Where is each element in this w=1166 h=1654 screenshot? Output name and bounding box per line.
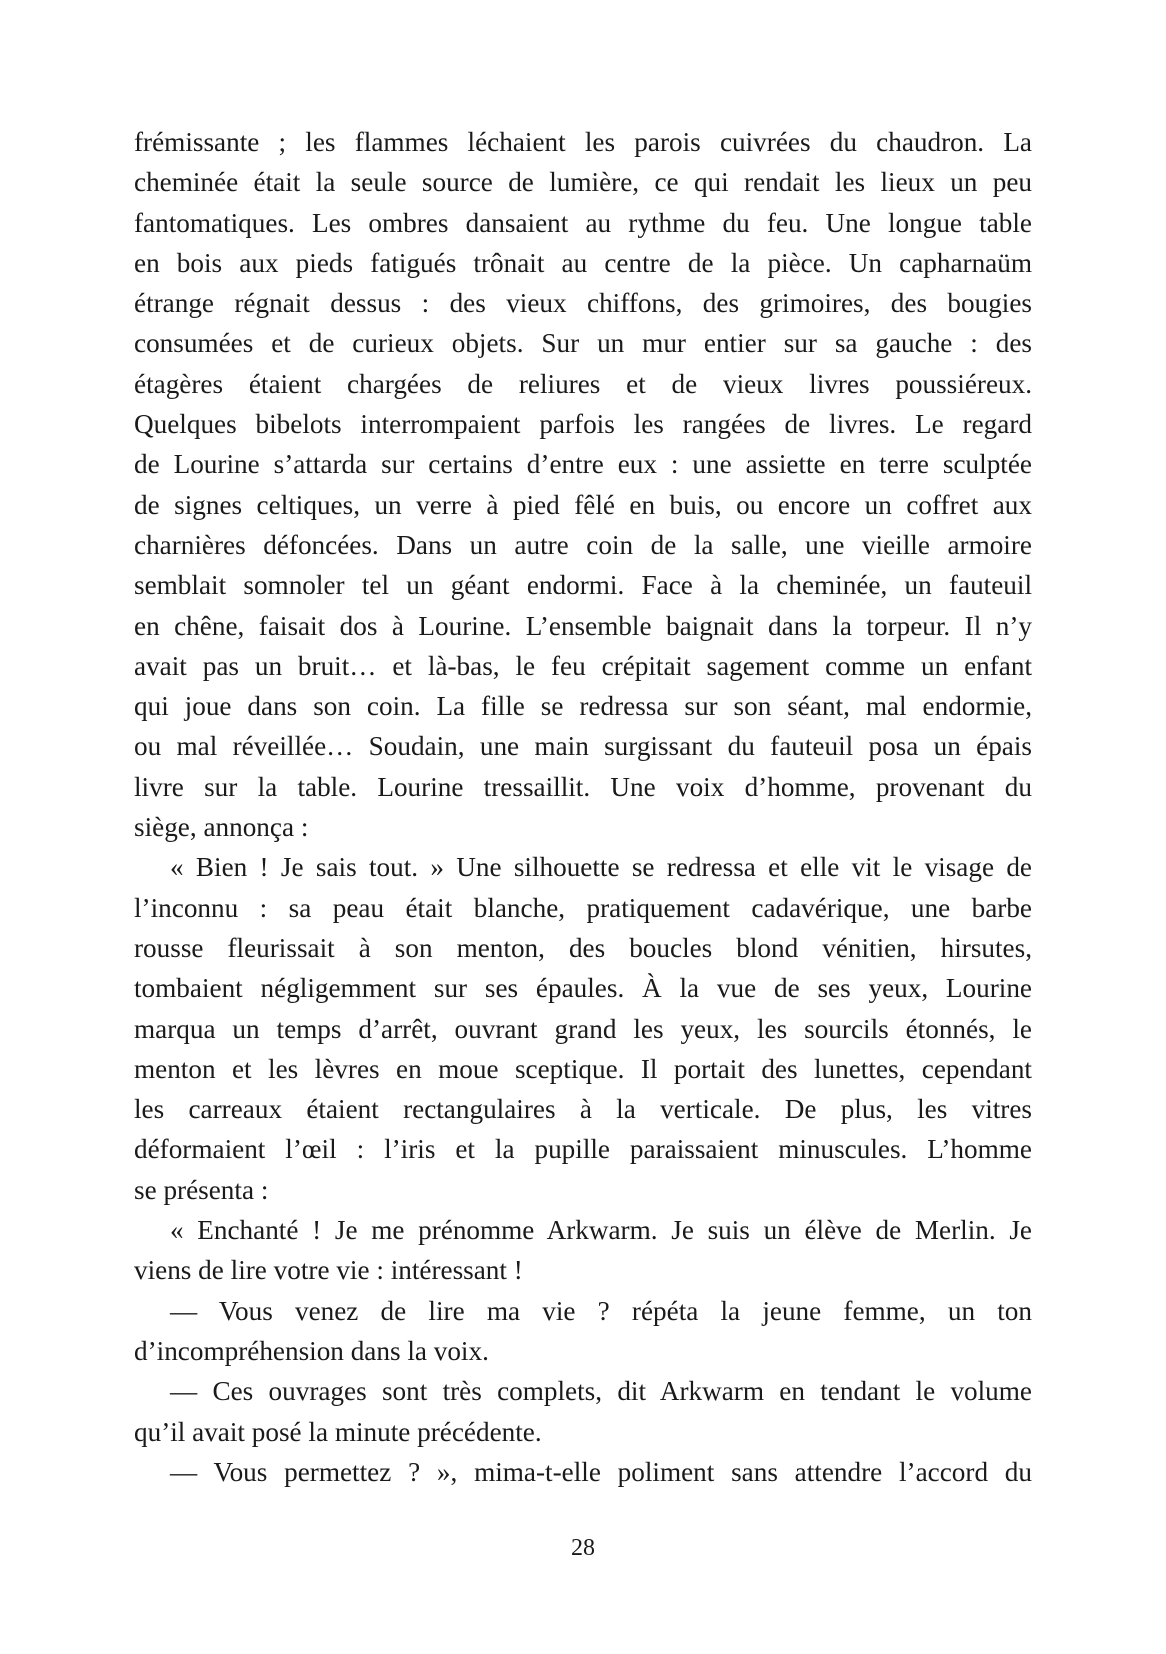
text-line: de Lourine s’attarda sur certains d’entre eux : une assiette en terre sculptée (134, 449, 1032, 480)
text-line: semblait somnoler tel un géant endormi. Face à la cheminée, un fauteuil (134, 570, 1032, 601)
text-line: marqua un temps d’arrêt, ouvrant grand les yeux, les sourcils étonnés, le (134, 1013, 1032, 1044)
text-line: — Ces ouvrages sont très complets, dit Arkwarm en tendant le volume (170, 1376, 1032, 1407)
text-line: étrange régnait dessus : des vieux chiffons, des grimoires, des bougies (134, 288, 1032, 319)
text-line: se présenta : (134, 1174, 269, 1205)
text-line: consumées et de curieux objets. Sur un mur entier sur sa gauche : des (134, 328, 1032, 359)
text-line: en bois aux pieds fatigués trônait au centre de la pièce. Un capharnaüm (134, 247, 1032, 278)
text-line: ou mal réveillée… Soudain, une main surgissant du fauteuil posa un épais (134, 731, 1032, 762)
text-line: livre sur la table. Lourine tressaillit. Une voix d’homme, provenant du (134, 771, 1032, 802)
text-line: les carreaux étaient rectangulaires à la verticale. De plus, les vitres (134, 1094, 1032, 1125)
text-line: — Vous venez de lire ma vie ? répéta la jeune femme, un ton (170, 1295, 1032, 1326)
text-line: qui joue dans son coin. La fille se redressa sur son séant, mal endormie, (134, 691, 1032, 722)
text-line: rousse fleurissait à son menton, des boucles blond vénitien, hirsutes, (134, 932, 1032, 963)
text-line: étagères étaient chargées de reliures et de vieux livres poussiéreux. (134, 368, 1032, 399)
text-line: avait pas un bruit… et là-bas, le feu crépitait sagement comme un enfant (134, 650, 1032, 681)
text-line: charnières défoncées. Dans un autre coin de la salle, une vieille armoire (134, 529, 1032, 560)
text-line: « Bien ! Je sais tout. » Une silhouette se redressa et elle vit le visage de (170, 852, 1032, 883)
page-body-text (134, 122, 1032, 1492)
text-line: déformaient l’œil : l’iris et la pupille paraissaient minuscules. L’homme (134, 1134, 1032, 1165)
text-line: tombaient négligemment sur ses épaules. À la vue de ses yeux, Lourine (134, 973, 1032, 1004)
text-line: — Vous permettez ? », mima-t-elle poliment sans attendre l’accord du (170, 1456, 1032, 1487)
text-line: fantomatiques. Les ombres dansaient au rythme du feu. Une longue table (134, 207, 1032, 238)
text-line: menton et les lèvres en moue sceptique. Il portait des lunettes, cependant (134, 1053, 1032, 1084)
text-line: en chêne, faisait dos à Lourine. L’ensemble baignait dans la torpeur. Il n’y (134, 610, 1032, 641)
text-line: frémissante ; les flammes léchaient les parois cuivrées du chaudron. La (134, 127, 1032, 157)
page-number: 28 (571, 1535, 595, 1561)
text-line: « Enchanté ! Je me prénomme Arkwarm. Je suis un élève de Merlin. Je (170, 1215, 1032, 1246)
text-line: Quelques bibelots interrompaient parfois les rangées de livres. Le regard (134, 409, 1032, 440)
text-line: viens de lire votre vie : intéressant ! (134, 1255, 523, 1286)
text-line: d’incompréhension dans la voix. (134, 1335, 489, 1366)
text-line: l’inconnu : sa peau était blanche, pratiquement cadavérique, une barbe (134, 892, 1032, 923)
text-line: qu’il avait posé la minute précédente. (134, 1416, 542, 1447)
text-line: siège, annonça : (134, 812, 309, 843)
text-line: de signes celtiques, un verre à pied fêlé en buis, ou encore un coffret aux (134, 489, 1032, 520)
text-line: cheminée était la seule source de lumière, ce qui rendait les lieux un peu (134, 167, 1032, 198)
